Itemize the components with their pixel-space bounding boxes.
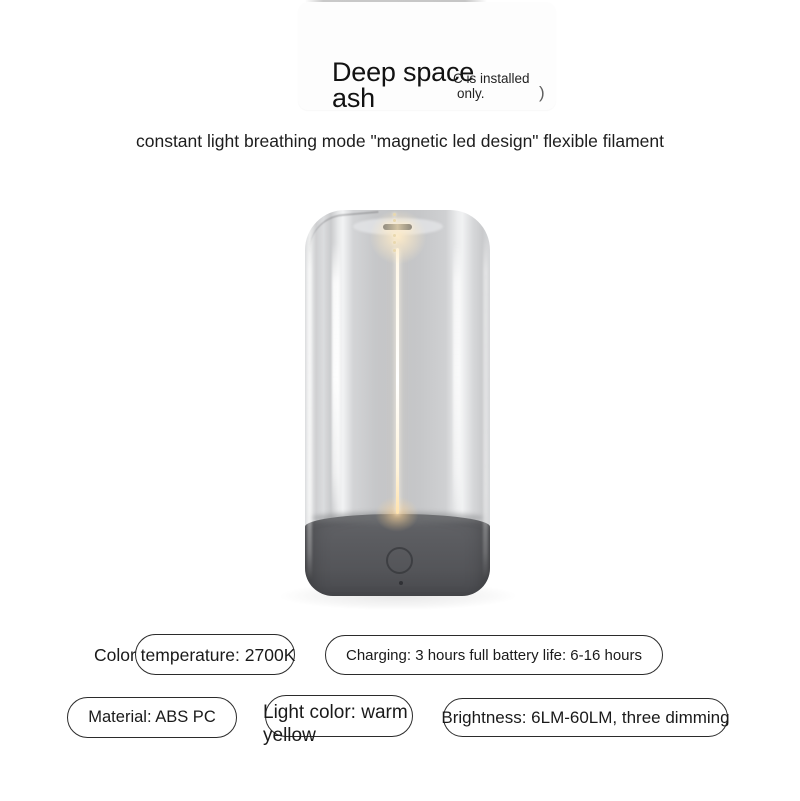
touch-power-button: [386, 547, 413, 574]
lamp-product-image: [305, 210, 490, 596]
filament-bead: [393, 219, 396, 222]
charging-port-note-line1: C is installed: [453, 71, 530, 86]
spec-label-material: Material: ABS PC: [88, 708, 216, 726]
spec-label-light-color: Light color: warm yellow: [263, 702, 408, 746]
filament-bead: [393, 249, 396, 252]
glass-reflection-inner-right: [453, 242, 461, 514]
spec-label-brightness: Brightness: 6LM-60LM, three dimming: [441, 707, 730, 727]
filament-bead: [393, 213, 396, 216]
glass-reflection-inner-left: [332, 242, 340, 514]
spec-pill-brightness: [443, 698, 728, 737]
indicator-dot: [399, 581, 403, 585]
charging-port-note-line2: only.: [457, 85, 485, 101]
spec-pill-charging: [325, 635, 663, 675]
led-filament: [396, 248, 399, 514]
lamp-glass-body: [305, 210, 490, 596]
charging-port-note: [453, 72, 530, 101]
spec-pill-material: [67, 697, 237, 738]
stray-parenthesis-glyph: ): [539, 83, 545, 102]
glass-reflection-right-edge: [483, 236, 488, 580]
product-title-line2: ash: [332, 83, 375, 113]
filament-bead: [393, 241, 396, 244]
spec-label-color-temperature: Color temperature: 2700K: [94, 645, 296, 665]
feature-subtitle: constant light breathing mode "magnetic led design" flexible filament: [135, 131, 664, 151]
spec-pill-color-temperature: [94, 634, 296, 675]
spec-label-charging: Charging: 3 hours full battery life: 6-16 hours: [346, 646, 642, 664]
glass-reflection-left-edge: [307, 236, 312, 580]
product-title-line1: Deep space: [332, 57, 475, 87]
magnetic-connector: [383, 224, 412, 230]
filament-bead: [393, 234, 396, 237]
spec-pill-light-color: [263, 695, 413, 746]
glass-corner-reflection: [307, 211, 382, 253]
